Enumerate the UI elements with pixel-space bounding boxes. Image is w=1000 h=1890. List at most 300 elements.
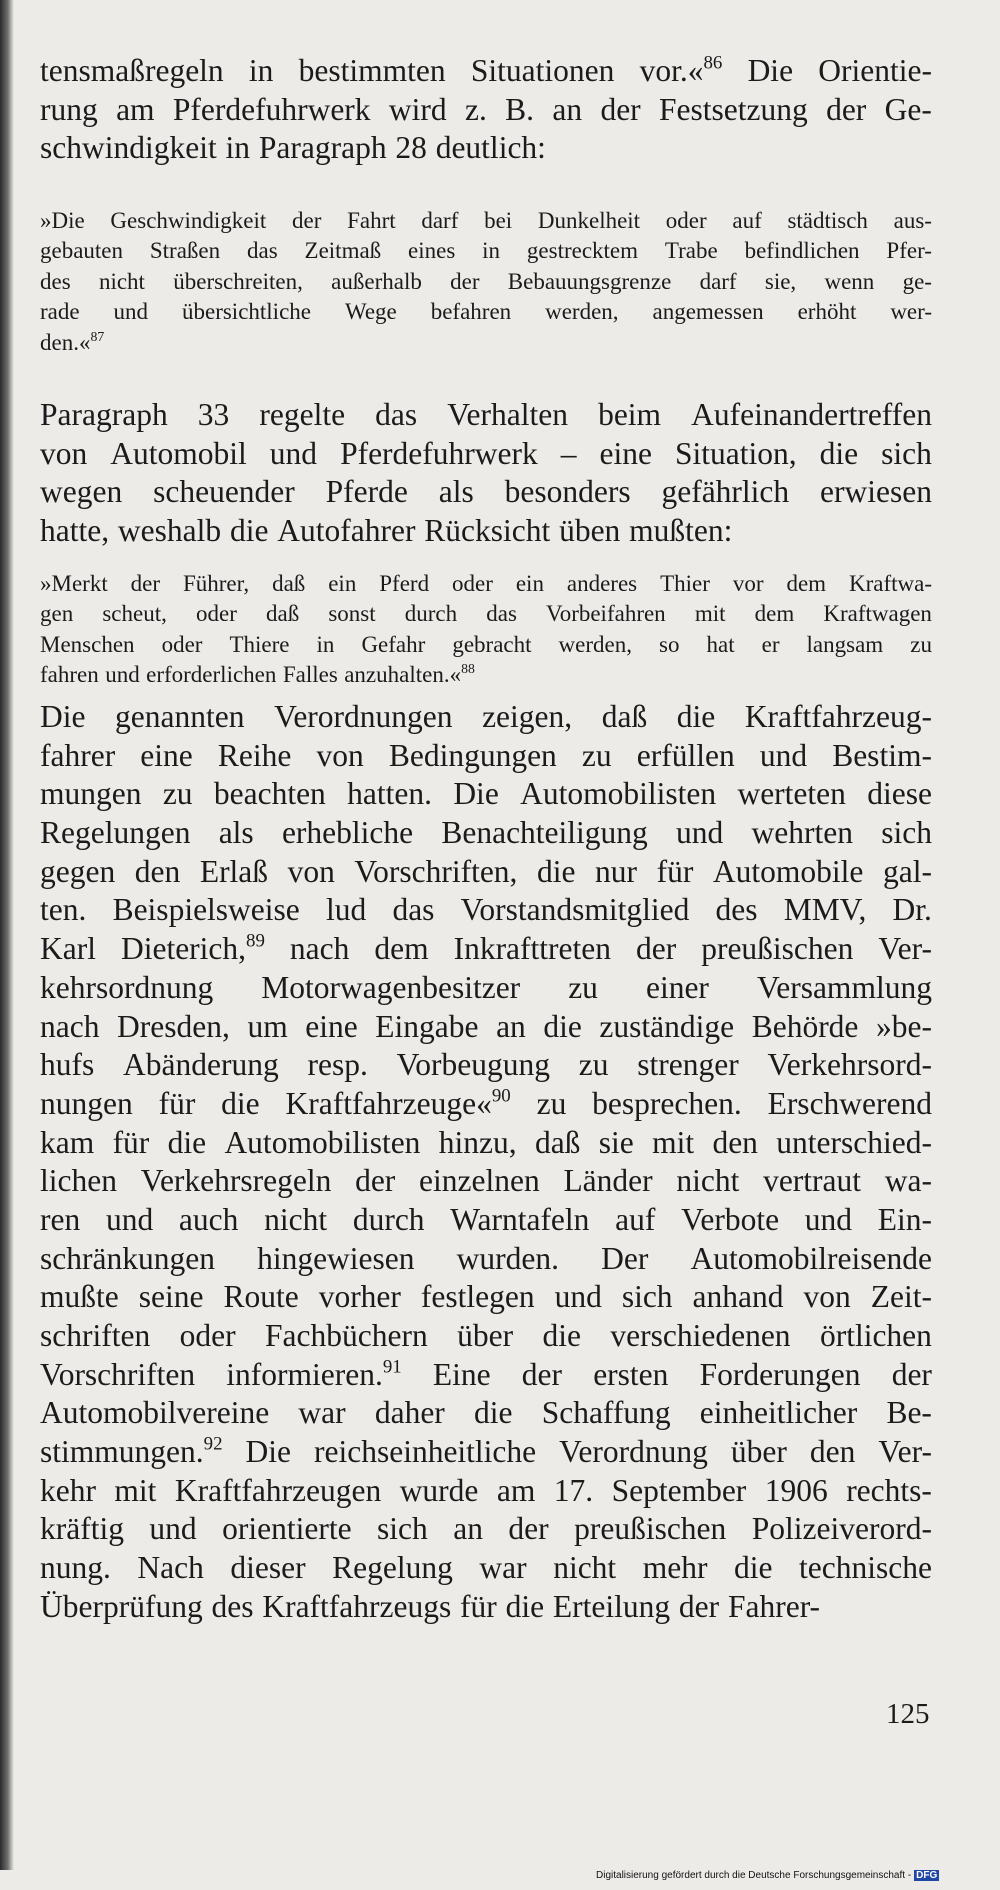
- text-line: [40, 267, 932, 297]
- word: Forderungen: [699, 1356, 861, 1392]
- word: Vorschriften,: [354, 853, 518, 889]
- word: Die: [453, 776, 499, 812]
- text-line: [40, 599, 932, 629]
- word: in: [225, 130, 251, 166]
- footnote-marker: 87: [90, 328, 105, 344]
- word: übersichtliche: [181, 299, 311, 325]
- word: daß: [265, 601, 300, 627]
- word: werden,: [558, 631, 632, 657]
- word: örtlichen: [819, 1318, 932, 1353]
- word: Verkehrsord-: [767, 1047, 932, 1083]
- word: angemessen: [652, 299, 764, 325]
- word: fahrer: [40, 737, 116, 773]
- word: Dr.: [892, 892, 932, 928]
- word: 28: [395, 130, 427, 166]
- word: anhand: [692, 1279, 784, 1315]
- text-line: [40, 1162, 932, 1201]
- word: und: [269, 435, 318, 471]
- word: 17.: [553, 1472, 594, 1508]
- word: Kraftfahrzeugs: [262, 1588, 452, 1624]
- word: Motorwagenbesitzer: [261, 969, 521, 1005]
- word: und: [676, 815, 724, 851]
- footnote-marker: 92: [203, 1433, 223, 1455]
- word: gestrecktem: [526, 238, 639, 264]
- word: hatten.: [347, 776, 432, 812]
- word: seine: [138, 1279, 204, 1315]
- word: zu: [910, 631, 932, 657]
- word: die: [819, 435, 859, 471]
- word: Schaffung: [541, 1395, 671, 1431]
- word: kehr: [40, 1472, 96, 1508]
- word: in: [316, 631, 335, 657]
- word: hatte,: [40, 513, 110, 549]
- text-line: [40, 1124, 932, 1163]
- text-line: [40, 969, 932, 1008]
- word: schriften: [40, 1318, 151, 1353]
- word: anzuhalten.«$^{88}$: [344, 661, 475, 688]
- word: vor.«$^{86}$: [639, 52, 723, 88]
- word: Fahrer-: [727, 1588, 821, 1624]
- word: Trabe: [664, 238, 718, 264]
- word: technische: [799, 1550, 932, 1586]
- word: werden,: [545, 299, 619, 325]
- word: reichseinheitliche: [314, 1434, 537, 1470]
- word: befindlichen: [744, 238, 860, 264]
- word: und: [149, 1511, 197, 1547]
- word: der: [826, 91, 867, 127]
- text-line: [40, 1433, 932, 1472]
- word: das: [375, 397, 418, 432]
- word: mit: [652, 1124, 695, 1160]
- word: die: [543, 1008, 582, 1044]
- footnote-marker: 91: [382, 1356, 402, 1378]
- word: der: [508, 1511, 549, 1547]
- text-line: [40, 775, 932, 814]
- word: Situationen: [470, 53, 615, 88]
- word: ren: [40, 1201, 81, 1237]
- word: das: [486, 601, 517, 627]
- word: Polizeiverord-: [751, 1511, 932, 1547]
- word: Route: [223, 1279, 299, 1315]
- word: verschiedenen: [610, 1318, 791, 1353]
- word: für: [460, 1588, 497, 1624]
- text-line: [40, 328, 932, 358]
- text-line: [40, 1201, 932, 1240]
- word: Automobile: [712, 853, 864, 889]
- word: und: [804, 1201, 853, 1237]
- word: sich: [881, 815, 932, 851]
- word: sonst: [328, 601, 376, 627]
- word: Vorschriften: [40, 1356, 196, 1392]
- text-line: [40, 630, 932, 660]
- paragraph-intro: [40, 52, 932, 206]
- word: Festsetzung: [659, 91, 808, 127]
- word: Falles: [282, 662, 338, 688]
- word: nicht: [553, 1550, 617, 1586]
- word: eine: [599, 435, 652, 471]
- word: mungen: [40, 776, 142, 812]
- word: Thier: [660, 571, 710, 596]
- word: Regelungen: [40, 815, 191, 851]
- word: Kraftwagen: [823, 601, 932, 627]
- word: und: [105, 1201, 154, 1237]
- word: Die: [245, 1434, 291, 1470]
- word: besonders: [504, 474, 631, 510]
- quote-speed-regulation: [40, 206, 932, 396]
- word: als: [218, 815, 254, 851]
- word: des: [715, 892, 758, 928]
- word: genannten: [115, 699, 245, 734]
- word: der: [635, 931, 677, 967]
- word: langsam: [806, 631, 884, 657]
- word: und: [105, 662, 140, 688]
- text-line: [40, 1317, 932, 1356]
- text-line: [40, 512, 932, 551]
- word: den: [134, 853, 181, 889]
- text-line: [40, 1008, 932, 1047]
- word: Wege: [344, 299, 397, 325]
- word: sie,: [764, 268, 797, 294]
- word: Ver-: [878, 1434, 932, 1470]
- word: außerhalb: [331, 268, 422, 294]
- word: nicht: [264, 1201, 328, 1237]
- word: von: [287, 853, 335, 889]
- word: eine: [305, 1008, 358, 1044]
- word: den: [809, 1434, 856, 1470]
- word: mußte: [40, 1279, 119, 1315]
- footnote-marker: 86: [703, 52, 723, 74]
- word: beim: [598, 397, 662, 432]
- text-line: [40, 1085, 932, 1124]
- word: Erschwerend: [767, 1085, 932, 1121]
- word: September: [611, 1472, 747, 1508]
- word: beachten: [213, 776, 326, 812]
- word: die: [505, 1588, 545, 1624]
- page-binding-shadow: [0, 0, 14, 1870]
- word: auf: [615, 1201, 656, 1237]
- word: den: [712, 1124, 758, 1160]
- text-line: [40, 435, 932, 474]
- footnote-marker: 88: [461, 661, 475, 677]
- word: darf: [421, 208, 459, 233]
- word: kam: [40, 1124, 95, 1160]
- word: Bedingungen: [388, 737, 557, 773]
- word: B.: [505, 91, 535, 127]
- word: befahren: [430, 299, 512, 325]
- word: anderes: [566, 571, 638, 596]
- word: scheut,: [102, 601, 167, 627]
- word: diese: [867, 776, 932, 812]
- word: sich: [881, 435, 932, 471]
- dfg-logo: DFG: [916, 1870, 938, 1881]
- word: Führer,: [182, 571, 250, 596]
- word: mehr: [642, 1550, 708, 1586]
- word: aus-: [893, 208, 932, 233]
- word: die: [229, 513, 269, 549]
- word: einer: [645, 969, 709, 1005]
- word: nur: [595, 853, 638, 889]
- word: Erlaß: [199, 853, 269, 889]
- word: Dunkelheit: [537, 208, 641, 233]
- word: gefährlich: [661, 474, 790, 510]
- word: für: [158, 1085, 196, 1121]
- footnote-marker: 89: [246, 930, 265, 952]
- text-line: [40, 1549, 932, 1588]
- text-line: [40, 1472, 932, 1511]
- word: für: [112, 1124, 150, 1160]
- word: Eine: [432, 1356, 491, 1392]
- word: Be-: [886, 1395, 932, 1431]
- text-line: [40, 1278, 932, 1317]
- word: einzelnen: [419, 1163, 540, 1199]
- word: gebracht: [452, 631, 532, 657]
- word: lichen: [40, 1163, 117, 1199]
- word: Eingabe: [375, 1008, 479, 1044]
- word: nach: [289, 931, 350, 967]
- word: mit: [694, 601, 726, 627]
- word: MMV,: [783, 892, 867, 928]
- word: darf: [699, 268, 737, 294]
- text-line: [40, 236, 932, 266]
- word: Paragraph: [258, 130, 387, 166]
- word: oder: [195, 601, 237, 627]
- word: war: [479, 1550, 527, 1586]
- word: festlegen: [420, 1279, 535, 1315]
- word: nicht: [676, 1163, 740, 1199]
- word: wa-: [884, 1163, 932, 1199]
- word: erhebliche: [281, 815, 414, 851]
- word: Verbote: [681, 1201, 780, 1237]
- word: dem: [786, 571, 827, 596]
- word: wer-: [890, 299, 932, 325]
- word: Der: [601, 1240, 649, 1276]
- word: bei: [484, 208, 513, 233]
- word: Beispielsweise: [112, 892, 300, 928]
- word: des: [40, 268, 71, 294]
- word: wird: [388, 91, 447, 127]
- word: Karl: [40, 931, 96, 967]
- word: Fachbüchern: [265, 1318, 428, 1353]
- digitization-footer: [596, 1870, 939, 1881]
- word: lud: [325, 892, 367, 928]
- text-line: [40, 396, 932, 435]
- word: über: [457, 1318, 514, 1353]
- word: Zeit-: [870, 1279, 932, 1315]
- word: Pferdefuhrwerk: [172, 91, 371, 127]
- word: nach: [40, 1008, 100, 1044]
- word: werteten: [737, 776, 846, 812]
- word: Automobilvereine: [40, 1395, 270, 1431]
- word: in: [248, 53, 274, 88]
- word: Warntafeln: [450, 1201, 590, 1237]
- word: das: [392, 892, 435, 928]
- word: z.: [464, 91, 487, 127]
- word: bestimmten: [298, 53, 446, 88]
- word: die: [542, 1318, 581, 1353]
- word: Erteilung: [552, 1588, 671, 1624]
- word: am: [116, 91, 155, 127]
- word: Ge-: [884, 91, 932, 127]
- word: preußischen: [701, 931, 854, 967]
- word: zeigen,: [482, 699, 573, 734]
- page-body: [40, 52, 932, 1627]
- word: erwiesen: [820, 474, 932, 510]
- text-line: [40, 1240, 932, 1279]
- word: eines: [408, 238, 456, 264]
- word: Dieterich,$^{89}$: [120, 930, 265, 967]
- word: sich: [621, 1279, 673, 1315]
- word: Bebauungsgrenze: [507, 268, 672, 294]
- word: Dresden,: [117, 1008, 230, 1044]
- word: mußten:: [629, 513, 733, 549]
- word: überschreiten,: [173, 268, 303, 294]
- word: nung.: [40, 1550, 111, 1586]
- word: strenger: [637, 1047, 739, 1083]
- word: zu: [578, 1047, 609, 1083]
- word: die: [676, 699, 716, 734]
- word: deutlich:: [435, 130, 546, 166]
- word: Pferde: [325, 474, 408, 510]
- word: Rücksicht: [424, 513, 551, 549]
- word: durch: [352, 1201, 425, 1237]
- word: daß: [601, 699, 648, 734]
- text-line: [40, 930, 932, 969]
- word: Die: [40, 699, 86, 734]
- word: dieser: [230, 1550, 306, 1586]
- word: Vorbeugung: [396, 1047, 551, 1083]
- word: Kraftfahrzeuge«$^{90}$: [285, 1085, 511, 1121]
- word: eine: [140, 737, 193, 773]
- word: an: [552, 91, 583, 127]
- word: dem: [374, 931, 429, 967]
- word: Orientie-: [818, 53, 932, 88]
- word: tensmaßregeln: [40, 53, 224, 88]
- text-line: [40, 473, 932, 512]
- word: »Die: [40, 208, 85, 233]
- word: Menschen: [40, 631, 135, 657]
- word: »be-: [875, 1008, 932, 1044]
- word: Zeitmaß: [304, 238, 382, 264]
- word: von: [40, 435, 88, 471]
- text-line: [40, 1356, 932, 1395]
- word: Ver-: [878, 931, 932, 967]
- word: ge-: [902, 268, 932, 294]
- word: von: [803, 1279, 851, 1315]
- word: Verordnungen: [274, 699, 453, 734]
- word: unterschied-: [776, 1124, 932, 1160]
- word: an: [496, 1008, 526, 1044]
- word: 33: [197, 397, 230, 432]
- text-line: [40, 853, 932, 892]
- word: um: [247, 1008, 288, 1044]
- word: vertraut: [763, 1163, 862, 1199]
- word: nicht: [98, 268, 145, 294]
- word: auch: [178, 1201, 239, 1237]
- word: Situation,: [675, 435, 797, 471]
- word: gal-: [882, 853, 932, 889]
- text-line: [40, 1510, 932, 1549]
- word: des: [211, 1588, 254, 1624]
- word: zu: [568, 969, 598, 1005]
- word: Benachteiligung: [441, 815, 648, 851]
- word: Automobil: [110, 435, 247, 471]
- word: Geschwindigkeit: [110, 208, 267, 233]
- word: auf: [732, 208, 762, 233]
- word: Fahrt: [347, 208, 396, 233]
- word: der: [891, 1356, 932, 1392]
- text-line: [40, 737, 932, 776]
- word: hingewiesen: [257, 1240, 415, 1276]
- word: für: [656, 853, 694, 889]
- word: preußischen: [574, 1511, 727, 1547]
- paragraph-section-33: [40, 396, 932, 569]
- word: –: [560, 435, 577, 471]
- word: oder: [179, 1318, 236, 1353]
- text-line: [40, 206, 932, 236]
- word: Kraftfahrzeug-: [744, 699, 932, 734]
- word: Verhalten: [447, 397, 568, 432]
- word: die: [733, 1550, 773, 1586]
- word: 1906: [764, 1472, 828, 1508]
- word: wurde: [399, 1472, 479, 1508]
- word: Pferdefuhrwerk: [340, 435, 538, 471]
- word: städtisch: [787, 208, 868, 233]
- word: daß: [272, 571, 306, 596]
- word: schränkungen: [40, 1240, 215, 1276]
- word: oder: [161, 631, 203, 657]
- word: Thiere: [229, 631, 290, 657]
- word: erforderlichen: [146, 662, 277, 688]
- paragraph-regulations: [40, 698, 932, 1627]
- word: orientierte: [222, 1511, 352, 1547]
- word: sie: [598, 1124, 634, 1160]
- word: zu: [581, 737, 612, 773]
- text-line: [40, 1394, 932, 1433]
- text-line: [40, 698, 932, 737]
- footer-text: Digitalisierung gefördert durch die Deutsche Forschungsgemeinschaft -: [596, 1870, 912, 1881]
- text-line: [40, 129, 932, 168]
- word: wenn: [824, 268, 875, 294]
- word: Nach: [137, 1550, 204, 1586]
- word: Versammlung: [756, 969, 932, 1005]
- text-line: [40, 814, 932, 853]
- footnote-marker: 90: [491, 1085, 511, 1107]
- word: oder: [665, 208, 707, 233]
- text-line: [40, 660, 932, 690]
- word: am: [496, 1472, 536, 1508]
- word: Automobilreisende: [690, 1240, 932, 1276]
- word: vorher: [318, 1279, 401, 1315]
- word: gebauten: [40, 238, 124, 264]
- text-line: [40, 1588, 932, 1627]
- word: er: [761, 631, 780, 657]
- word: daß: [534, 1124, 581, 1160]
- word: von: [316, 737, 364, 773]
- word: daher: [374, 1395, 445, 1431]
- word: Abänderung: [123, 1047, 279, 1083]
- word: als: [438, 474, 474, 510]
- quote-horse-encounter: [40, 569, 932, 698]
- word: den.«$^{87}$: [40, 328, 105, 355]
- word: Kraftwa-: [848, 571, 932, 596]
- page-number: 125: [886, 1698, 930, 1730]
- word: hinzu,: [438, 1124, 517, 1160]
- word: rechts-: [846, 1472, 932, 1508]
- word: ersten: [593, 1356, 669, 1392]
- word: über: [730, 1434, 787, 1470]
- word: hufs: [40, 1047, 95, 1083]
- word: die: [221, 1085, 260, 1121]
